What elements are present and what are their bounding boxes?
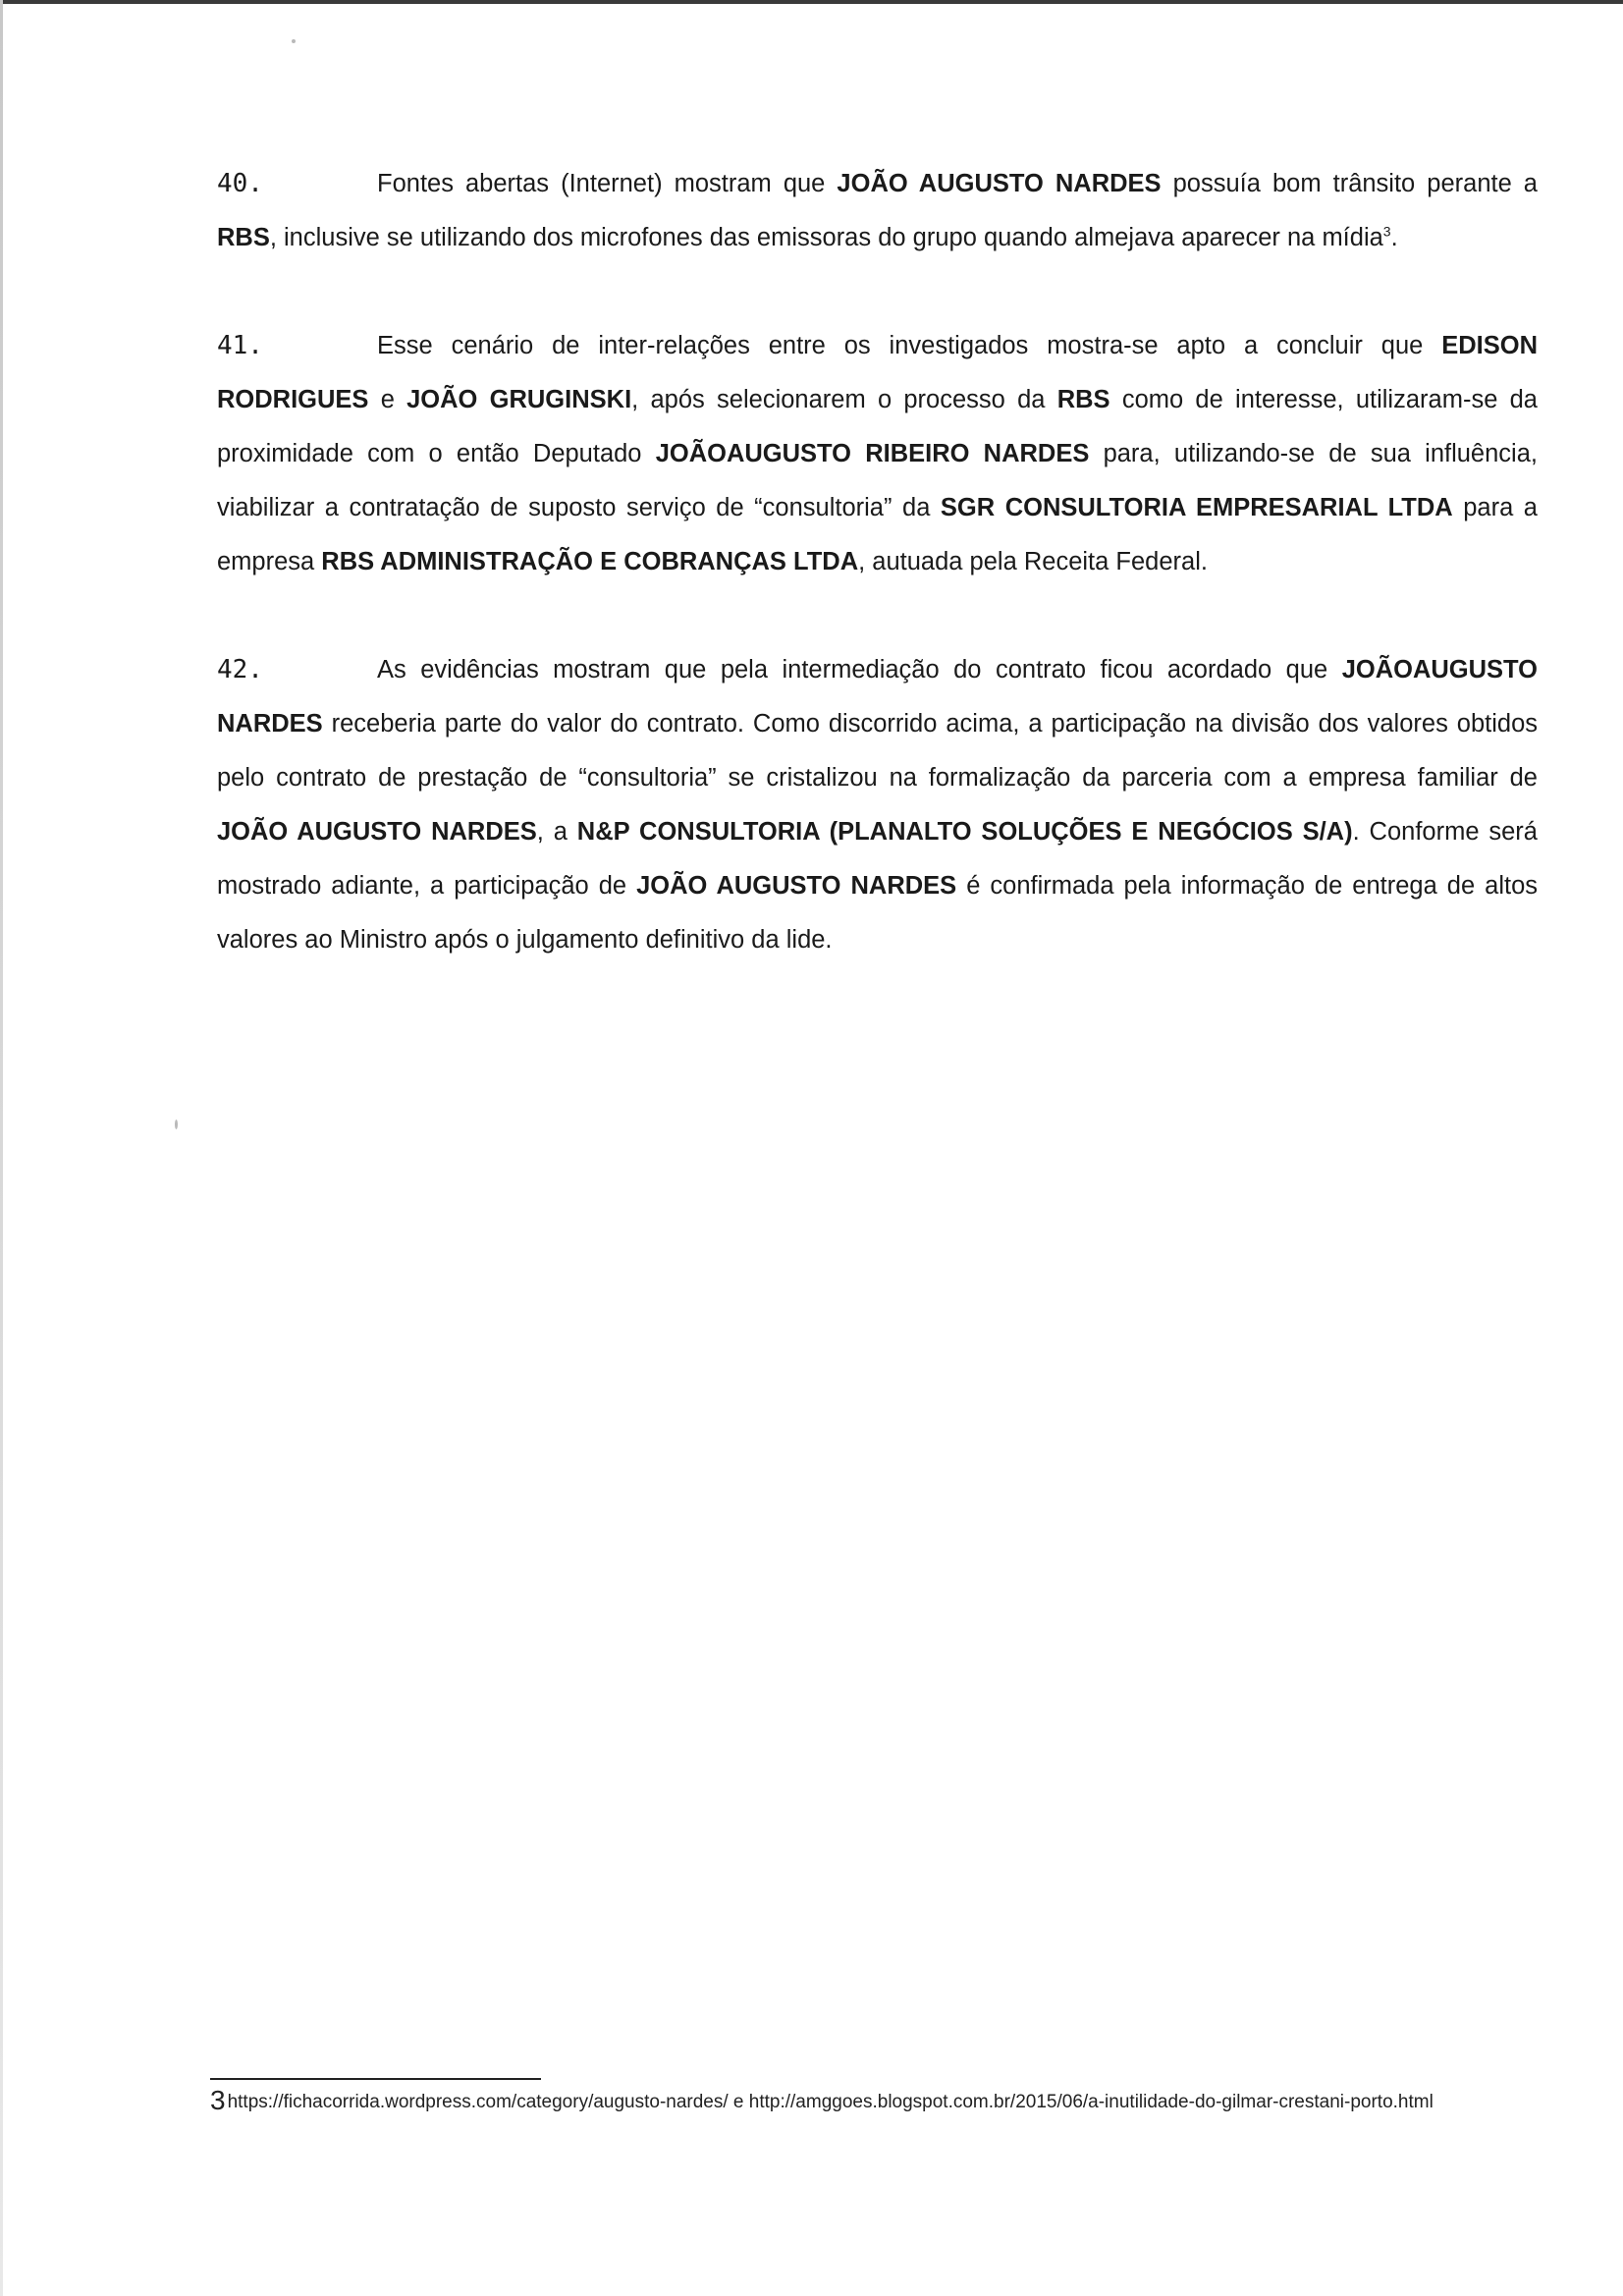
paragraph-41 <box>217 319 1538 589</box>
footnote-mark: 3 <box>210 2085 226 2115</box>
footnote <box>210 2085 1506 2115</box>
text-run: para, utilizando-se de sua influência, viabilizar a contratação de suposto serviço de “consultoria” da <box>217 440 1538 521</box>
text-run: , a <box>536 818 577 846</box>
text-run: receberia parte do valor do contrato. Como discorrido acima, a participação na divisão dos valores obtidos pelo contrato de prestação de “consultoria” se cristalizou na formalização da parceria com a empresa familiar de <box>217 710 1538 792</box>
footnote-separator <box>210 2078 541 2080</box>
text-run: para a empresa <box>217 494 1538 575</box>
footnote-text: https://fichacorrida.wordpress.com/category/augusto-nardes/ e http://amggoes.blogspot.com.br/2015/06/a-inutilidade-do-gilmar-crestani-porto.html <box>227 2092 1434 2112</box>
text-run: Fontes abertas (Internet) mostram que <box>377 170 838 197</box>
paragraph-40 <box>217 157 1538 265</box>
bold-name: N&P CONSULTORIA (PLANALTO SOLUÇÕES E NEGÓCIOS S/A) <box>576 818 1353 846</box>
text-run: como de interesse, utilizaram-se da proximidade com o então Deputado <box>217 386 1538 467</box>
scan-edge-top <box>0 0 1623 4</box>
bold-name: JOÃO AUGUSTO NARDES <box>636 872 957 900</box>
text-run: , inclusive se utilizando dos microfones das emissoras do grupo quando almejava aparecer na mídia <box>269 224 1383 251</box>
bold-name: JOÃOAUGUSTO RIBEIRO NARDES <box>655 440 1090 467</box>
paragraph-number: 41. <box>217 331 263 360</box>
text-run: , autuada pela Receita Federal. <box>858 548 1208 575</box>
paragraph-number: 42. <box>217 655 263 684</box>
footnote-reference: 3 <box>1382 223 1391 240</box>
text-run: , após selecionarem o processo da <box>631 386 1057 413</box>
text-run: possuía bom trânsito perante a <box>1161 170 1538 197</box>
paragraph-number: 40. <box>217 169 263 198</box>
bold-name: JOÃO AUGUSTO NARDES <box>837 170 1162 197</box>
scan-edge-left <box>0 0 3 2296</box>
document-body <box>217 157 1538 1021</box>
bold-name: JOÃO AUGUSTO NARDES <box>217 818 537 846</box>
scan-speck <box>175 1120 178 1129</box>
text-run: é confirmada pela informação de entrega de altos valores ao Ministro após o julgamento definitivo da lide. <box>217 872 1538 954</box>
paragraph-42 <box>217 643 1538 967</box>
text-run: . <box>1390 224 1398 251</box>
bold-name: SGR CONSULTORIA EMPRESARIAL LTDA <box>940 494 1453 521</box>
text-run: . Conforme será mostrado adiante, a participação de <box>217 818 1538 900</box>
text-run: e <box>368 386 407 413</box>
bold-name: RBS <box>217 224 270 251</box>
bold-name: JOÃO GRUGINSKI <box>406 386 632 413</box>
bold-name: RBS ADMINISTRAÇÃO E COBRANÇAS LTDA <box>321 548 859 575</box>
bold-name: JOÃOAUGUSTO NARDES <box>217 656 1538 738</box>
scan-speck <box>292 39 296 43</box>
bold-name: EDISON RODRIGUES <box>217 332 1538 413</box>
text-run: Esse cenário de inter-relações entre os investigados mostra-se apto a concluir que <box>377 332 1442 359</box>
bold-name: RBS <box>1056 386 1110 413</box>
text-run: As evidências mostram que pela intermediação do contrato ficou acordado que <box>377 656 1342 683</box>
